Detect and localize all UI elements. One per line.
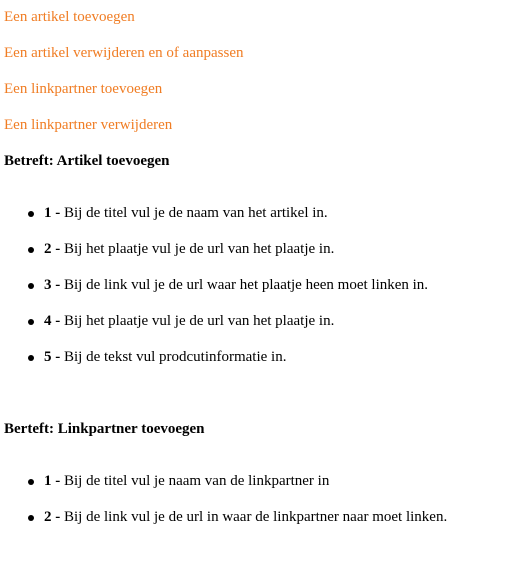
step-text: Bij het plaatje vul je de url van het plaatje in.: [60, 241, 335, 257]
step-number: 1 -: [44, 205, 61, 221]
nav-link-edit-article[interactable]: Een artikel verwijderen en of aanpassen: [4, 45, 244, 61]
step-text: Bij de link vul je de url in waar de linkpartner naar moet linken.: [60, 509, 448, 525]
step-number: 5 -: [44, 349, 61, 365]
bullet-icon: [28, 515, 34, 521]
bullet-icon: [28, 247, 34, 253]
step-text: Bij de link vul je de url waar het plaatje heen moet linken in.: [60, 277, 429, 293]
step-number: 4 -: [44, 313, 61, 329]
list-item: [4, 508, 526, 526]
bullet-icon: [28, 319, 34, 325]
nav-link-remove-linkpartner[interactable]: Een linkpartner verwijderen: [4, 117, 173, 133]
bullet-icon: [28, 211, 34, 217]
bullet-icon: [28, 479, 34, 485]
section-heading-add-linkpartner: Berteft: Linkpartner toevoegen: [4, 421, 205, 437]
bullet-icon: [28, 283, 34, 289]
step-text: Bij het plaatje vul je de url van het plaatje in.: [60, 313, 335, 329]
list-item: [4, 312, 526, 330]
step-number: 2 -: [44, 241, 61, 257]
list-item: [4, 472, 526, 490]
list-item: [4, 204, 526, 222]
list-item: [4, 348, 526, 366]
nav-link-add-article[interactable]: Een artikel toevoegen: [4, 9, 135, 25]
step-text: Bij de titel vul je naam van de linkpartner in: [60, 473, 330, 489]
step-number: 3 -: [44, 277, 61, 293]
admin-nav: [4, 0, 526, 134]
step-text: Bij de tekst vul prodcutinformatie in.: [60, 349, 287, 365]
bullet-icon: [28, 355, 34, 361]
list-item: [4, 276, 526, 294]
step-text: Bij de titel vul je de naam van het artikel in.: [60, 205, 328, 221]
steps-list-add-article: [4, 204, 526, 366]
nav-link-add-linkpartner[interactable]: Een linkpartner toevoegen: [4, 81, 163, 97]
step-number: 2 -: [44, 509, 61, 525]
steps-list-add-linkpartner: [4, 472, 526, 526]
page-content: [4, 0, 526, 526]
step-number: 1 -: [44, 473, 61, 489]
section-heading-add-article: Betreft: Artikel toevoegen: [4, 153, 170, 169]
list-item: [4, 240, 526, 258]
